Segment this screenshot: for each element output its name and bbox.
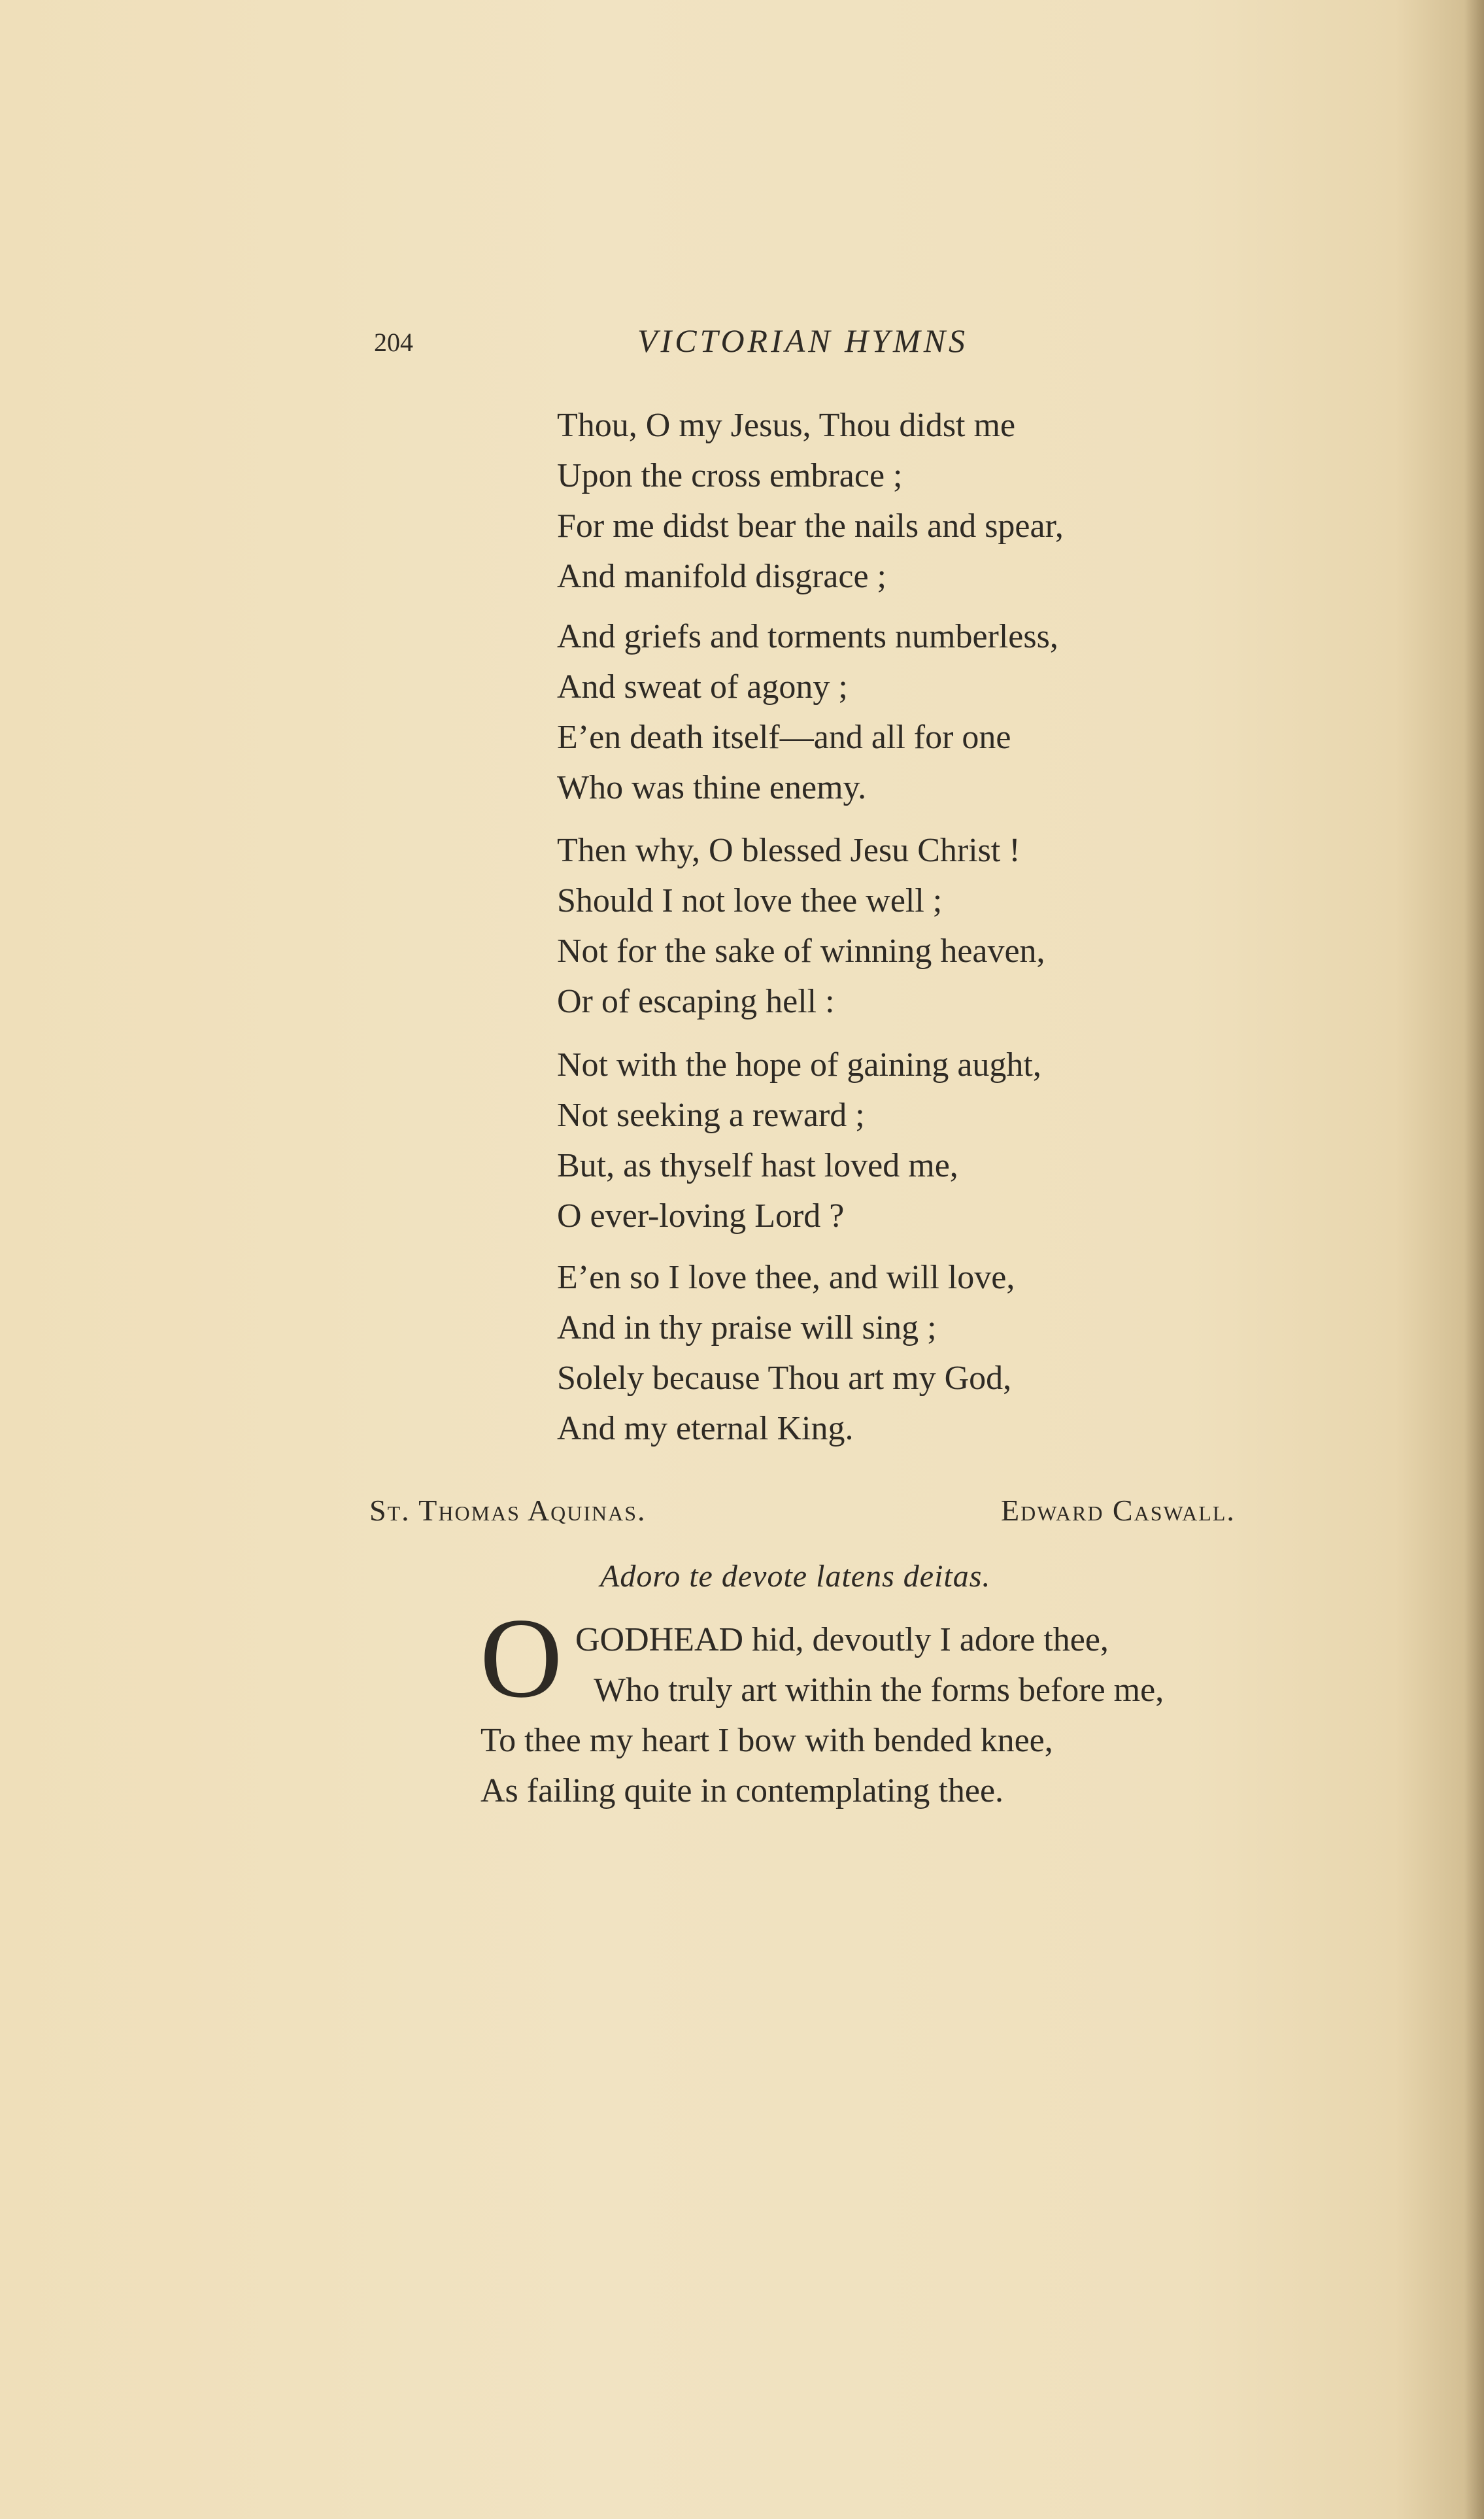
verse-line: And in thy praise will sing ; <box>557 1309 937 1346</box>
stanza-1 <box>557 400 1064 602</box>
verse-line: Solely because Thou art my God, <box>557 1360 1012 1397</box>
verse-line: Thou, O my Jesus, Thou didst me <box>557 407 1016 444</box>
stanza-3 <box>557 825 1045 1027</box>
author-credit: St. Thomas Aquinas. <box>369 1494 647 1527</box>
verse-line: Not with the hope of gaining aught, <box>557 1046 1041 1084</box>
verse-line: O ever-loving Lord ? <box>557 1197 845 1235</box>
verse-line: But, as thyself hast loved me, <box>557 1147 958 1184</box>
verse-line: E’en so I love thee, and will love, <box>557 1259 1015 1296</box>
stanza-5 <box>557 1252 1015 1454</box>
verse-line: As failing quite in contemplating thee. <box>481 1772 1004 1809</box>
verse-line: And my eternal King. <box>557 1410 854 1447</box>
verse-line: Or of escaping hell : <box>557 983 835 1020</box>
verse-line: Then why, O blessed Jesu Christ ! <box>557 832 1020 869</box>
verse-line: E’en death itself—and all for one <box>557 719 1011 756</box>
verse-line: Who truly art within the forms before me, <box>594 1671 1164 1709</box>
verse-line: Upon the cross embrace ; <box>557 457 903 494</box>
drop-cap: O <box>480 1594 563 1721</box>
page-edge-shadow <box>1464 0 1484 2519</box>
verse-line: And manifold disgrace ; <box>557 558 886 595</box>
verse-line: Who was thine enemy. <box>557 769 867 806</box>
verse-line: And sweat of agony ; <box>557 668 848 706</box>
verse-line: Not seeking a reward ; <box>557 1097 865 1134</box>
stanza-2 <box>557 611 1058 813</box>
verse-line: Not for the sake of winning heaven, <box>557 933 1045 970</box>
verse-line: And griefs and torments numberless, <box>557 618 1058 655</box>
translator-credit: Edward Caswall. <box>1001 1494 1236 1527</box>
verse-line: Should I not love thee well ; <box>557 882 943 919</box>
verse-line: For me didst bear the nails and spear, <box>557 507 1064 545</box>
running-head: VICTORIAN HYMNS <box>637 322 969 359</box>
hymn-title: Adoro te devote latens deitas. <box>600 1559 991 1594</box>
verse-line: To thee my heart I bow with bended knee, <box>481 1722 1053 1759</box>
verse-line: GODHEAD hid, devoutly I adore thee, <box>575 1621 1109 1658</box>
page-number: 204 <box>374 328 413 357</box>
stanza-4 <box>557 1040 1041 1241</box>
